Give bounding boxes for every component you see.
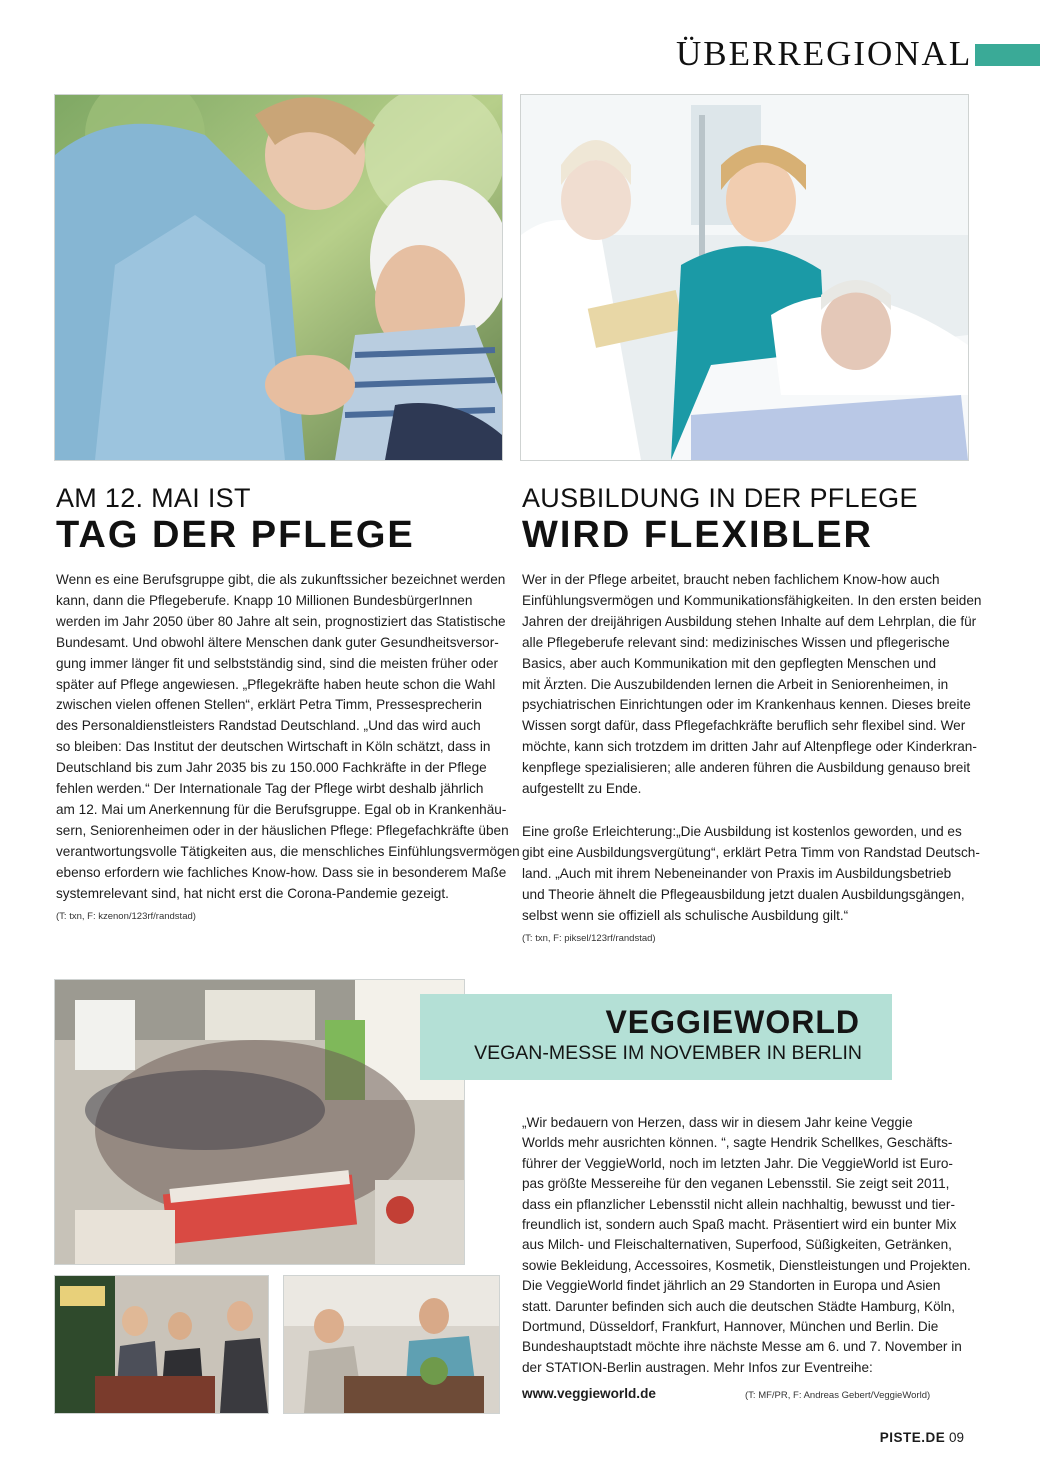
text-line: kann, dann die Pflegeberufe. Knapp 10 Millionen BundesbürgerInnen: [56, 592, 473, 608]
text-line: freundlich ist, sondern auch Spaß macht. Präsentiert wird ein bunter Mix: [522, 1217, 957, 1233]
page-number: 09: [948, 1430, 964, 1445]
section-accent-bar: [975, 44, 1040, 66]
text-line: verantwortungsvolle Tätigkeiten aus, die menschliches Einfühlungsvermögen: [56, 843, 520, 859]
article-right-body: [522, 570, 981, 800]
text-line: Bundesamt. Und obwohl ältere Menschen dank guter Gesundheitsversor-: [56, 634, 499, 650]
text-line: pas größte Messereihe für den veganen Lebensstil. Sie zeigt seit 2011,: [522, 1176, 950, 1192]
article-left-headline: TAG DER PFLEGE: [56, 514, 415, 556]
text-line: psychiatrischen Einrichtungen oder im Krankenhaus kennen. Dieses breite: [522, 697, 971, 713]
text-line: führer der VeggieWorld, noch im letzten Jahr. Die VeggieWorld ist Euro-: [522, 1155, 953, 1171]
footer-brand: PISTE.DE: [879, 1430, 946, 1445]
text-line: Wenn es eine Berufsgruppe gibt, die als zukunftssicher bezeichnet werden: [56, 572, 506, 587]
text-line: sowie Bekleidung, Accessoires, Kosmetik, Dienstleistungen und Projekten.: [522, 1257, 971, 1273]
text-line: kenpflege spezialisieren; alle anderen führen die Ausbildung genauso breit: [522, 760, 971, 776]
text-line: Die VeggieWorld findet jährlich an 29 Standorten in Europa und Asien: [522, 1278, 941, 1294]
article-left-kicker: AM 12. MAI IST: [56, 483, 251, 513]
text-line: Dortmund, Düsseldorf, Frankfurt, Hannover, München und Berlin. Die: [522, 1319, 939, 1335]
veggieworld-link[interactable]: www.veggieworld.de: [522, 1386, 656, 1401]
text-line: gibt eine Ausbildungsvergütung“, erklärt Petra Timm von Randstad Deutsch-: [522, 844, 980, 860]
text-line: Wissen sorgt dafür, dass Pflegefachkräfte beruflich sehr flexibel sind. Wer: [522, 718, 966, 734]
article-right-body-2: [522, 822, 980, 927]
veggieworld-body: [522, 1113, 971, 1378]
veggieworld-credit: (T: MF/PR, F: Andreas Gebert/VeggieWorld): [745, 1390, 931, 1401]
text-line: aus Milch- und Fleischalternativen, Superfood, Süßigkeiten, Getränken,: [522, 1237, 952, 1253]
article-right-kicker: AUSBILDUNG IN DER PFLEGE: [522, 483, 918, 513]
article-left-credit: (T: txn, F: kzenon/123rf/randstad): [56, 911, 196, 922]
text-line: zwischen vielen offenen Stellen“, erklärt Petra Timm, Pressesprecherin: [56, 697, 482, 713]
text-line: fehlen werden.“ Der Internationale Tag der Pflege wirbt deshalb jährlich: [56, 781, 484, 797]
veggieworld-title: VEGGIEWORLD: [605, 1004, 860, 1040]
text-line: ebenso erfordern wie fachliches Know-how. Dass sie in besonderem Maße: [56, 864, 507, 880]
text-line: Bundeshauptstadt möchte ihre nächste Messe am 6. und 7. November in: [522, 1339, 962, 1355]
text-line: „Wir bedauern von Herzen, dass wir in diesem Jahr keine Veggie: [522, 1115, 913, 1130]
text-line: später auf Pflege angewiesen. „Pflegekräfte haben heute schon die Wahl: [56, 676, 496, 692]
text-line: mit Ärzten. Die Auszubildenden lernen die Arbeit in Seniorenheimen, in: [522, 676, 949, 692]
text-line: land. „Auch mit ihrem Nebeneinander von Praxis im Ausbildungsbetrieb: [522, 865, 952, 881]
text-line: aufgestellt zu Ende.: [522, 781, 642, 797]
page-footer: [880, 1430, 964, 1445]
text-line: gung immer länger fit und selbstständig sind, sind die meisten früher oder: [56, 655, 499, 671]
text-line: werden im Jahr 2050 über 80 Jahre alt sein, prognostiziert das Statistische: [56, 613, 506, 629]
text-line: Basics, aber auch Kommunikation mit den gepflegten Menschen und: [522, 655, 937, 671]
text-line: alle Pflegeberufe relevant sind: medizinisches Wissen und pflegerische: [522, 634, 950, 650]
text-line: des Personaldienstleisters Randstad Deutschland. „Und das wird auch: [56, 718, 481, 734]
text-line: möchte, kann sich trotzdem im dritten Jahr auf Altenpflege oder Kinderkran-: [522, 739, 977, 755]
text-line: systemrelevant sind, hat nicht erst die Corona-Pandemie gezeigt.: [56, 885, 449, 901]
photo-vendor-stall: [283, 1275, 500, 1414]
text-line: statt. Darunter befinden sich auch die deutschen Städte Hamburg, Köln,: [522, 1298, 955, 1314]
section-title: ÜBERREGIONAL: [676, 34, 973, 73]
article-right-credit: (T: txn, F: piksel/123rf/randstad): [522, 933, 656, 944]
article-right-headline: WIRD FLEXIBLER: [522, 514, 873, 556]
text-line: selbst wenn sie offiziell als schulische Ausbildung gilt.“: [522, 907, 849, 923]
text-line: so bleiben: Das Institut der deutschen Wirtschaft in Köln schätzt, dass in: [56, 739, 491, 755]
text-line: Jahren der dreijährigen Ausbildung stehen Inhalte auf dem Lehrplan, die für: [522, 613, 977, 629]
veggieworld-header-box: [420, 994, 892, 1080]
text-line: Wer in der Pflege arbeitet, braucht neben fachlichem Know-how auch: [522, 572, 940, 587]
veggieworld-subtitle: VEGAN-MESSE IM NOVEMBER IN BERLIN: [474, 1042, 862, 1064]
text-line: am 12. Mai um Anerkennung für die Berufsgruppe. Egal ob in Krankenhäu-: [56, 801, 507, 817]
photo-nurse-senior: [54, 94, 503, 461]
photo-booth-visitors: [54, 1275, 269, 1414]
article-left-body: [56, 570, 520, 905]
text-line: Eine große Erleichterung:„Die Ausbildung ist kostenlos geworden, und es: [522, 824, 962, 839]
text-line: der STATION-Berlin austragen. Mehr Infos zur Eventreihe:: [522, 1359, 873, 1375]
text-line: Deutschland bis zum Jahr 2035 bis zu 150.000 Fachkräfte in der Pflege: [56, 760, 487, 776]
text-line: sern, Seniorenheimen oder in der häuslichen Pflege: Pflegefachkräfte üben: [56, 822, 509, 838]
text-line: Worlds mehr ausrichten können. “, sagte Hendrik Schellkes, Geschäfts-: [522, 1135, 953, 1151]
text-line: dass ein pflanzlicher Lebensstil nicht allein nachhaltig, bewusst und tier-: [522, 1196, 955, 1212]
photo-fair-hall: [54, 979, 465, 1265]
text-line: und Theorie ähnelt die Pflegeausbildung jetzt dualen Ausbildungsgängen,: [522, 886, 965, 902]
photo-hospital-bed: [520, 94, 969, 461]
text-line: Einfühlungsvermögen und Kommunikationsfähigkeiten. In den ersten beiden: [522, 592, 982, 608]
